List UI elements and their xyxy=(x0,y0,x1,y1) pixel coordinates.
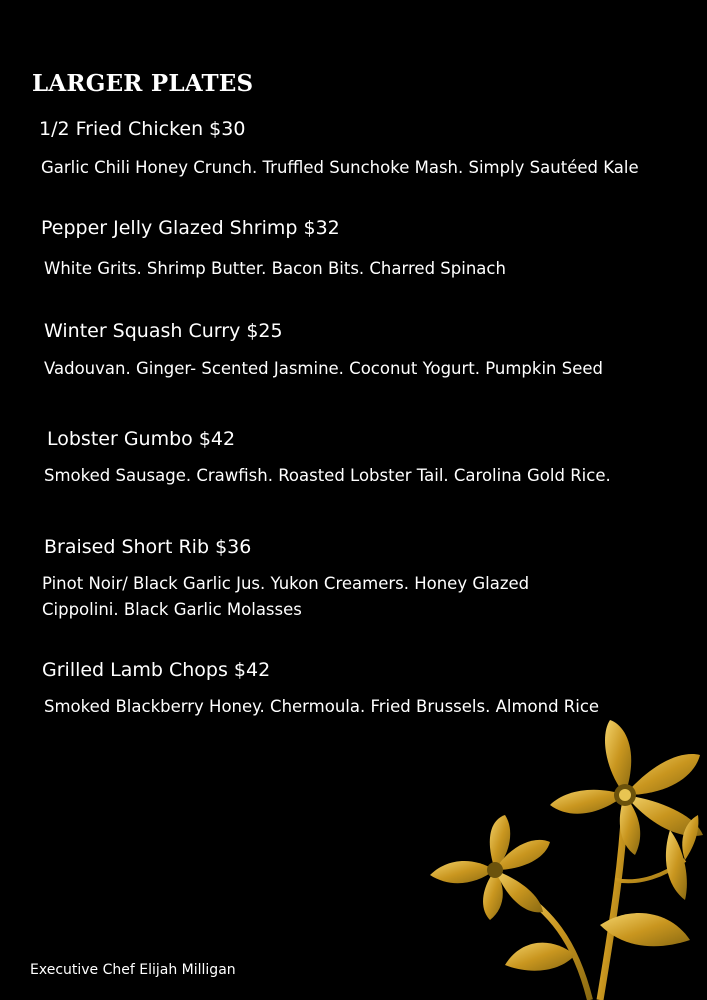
dish-name: Lobster Gumbo $42 xyxy=(47,428,236,450)
gold-flower-illustration-icon xyxy=(400,710,707,1000)
dish-name: Pepper Jelly Glazed Shrimp $32 xyxy=(41,217,340,239)
dish-description: Smoked Sausage. Crawfish. Roasted Lobster Tail. Carolina Gold Rice. xyxy=(44,466,611,485)
dish-name: Braised Short Rib $36 xyxy=(44,536,252,558)
dish-description: Pinot Noir/ Black Garlic Jus. Yukon Creamers. Honey Glazed Cippolini. Black Garlic Molasses xyxy=(42,574,530,619)
section-title: LARGER PLATES xyxy=(32,70,254,97)
dish-description: Vadouvan. Ginger- Scented Jasmine. Coconut Yogurt. Pumpkin Seed xyxy=(44,359,603,378)
dish-description: Smoked Blackberry Honey. Chermoula. Fried Brussels. Almond Rice xyxy=(44,697,600,716)
dish-description: White Grits. Shrimp Butter. Bacon Bits. Charred Spinach xyxy=(44,259,506,278)
dish-name: Grilled Lamb Chops $42 xyxy=(42,659,271,681)
dish-name: Winter Squash Curry $25 xyxy=(44,320,283,342)
dish-description: Garlic Chili Honey Crunch. Truffled Sunchoke Mash. Simply Sautéed Kale xyxy=(41,158,639,177)
chef-credit: Executive Chef Elijah Milligan xyxy=(30,962,236,978)
dish-name: 1/2 Fried Chicken $30 xyxy=(39,118,246,140)
